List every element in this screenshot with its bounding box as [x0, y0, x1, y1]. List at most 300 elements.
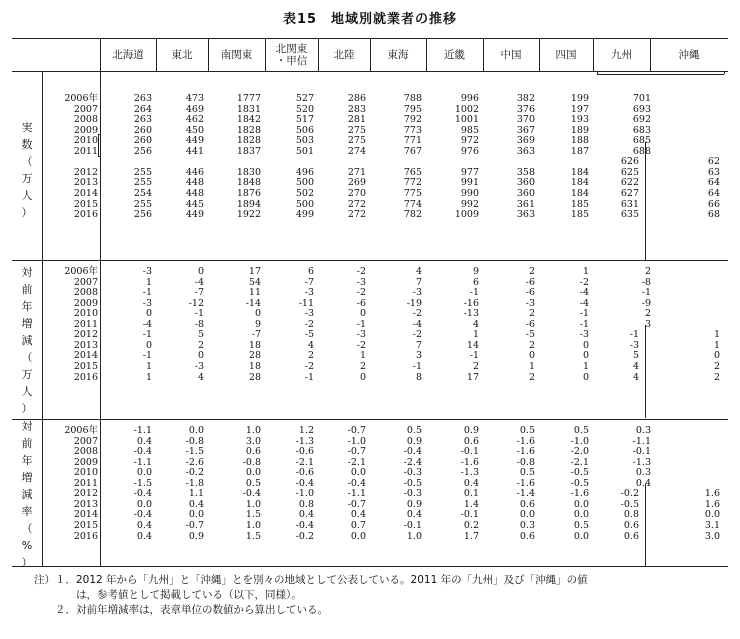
- value-cell: 0.0: [350, 530, 366, 542]
- value-cell: 260: [133, 135, 152, 147]
- section-label-char: 対: [21, 266, 33, 279]
- year-cell: 2016: [73, 530, 98, 542]
- value-cell: 254: [133, 187, 152, 199]
- reference-brace: [98, 134, 99, 156]
- year-cell: 2012: [73, 329, 98, 341]
- kyushu-cell: 0.3: [635, 467, 651, 479]
- value-cell: 4: [415, 266, 422, 277]
- value-cell: 0.5: [406, 425, 422, 436]
- value-cell: 0.6: [463, 435, 479, 447]
- kyushu-cell: 2: [644, 308, 651, 320]
- value-cell: 0.1: [463, 488, 479, 500]
- okinawa-cell: 2: [713, 371, 720, 383]
- value-cell: 360: [516, 187, 535, 199]
- kyushu-cell: 627: [620, 187, 639, 199]
- value-cell: 0.9: [188, 530, 204, 542]
- value-cell: 0.0: [245, 467, 261, 479]
- kyushu-cell: 3: [644, 318, 651, 330]
- section-label-char: 対: [21, 419, 33, 433]
- year-cell: 2015: [73, 198, 98, 210]
- value-cell: 0.4: [463, 477, 479, 489]
- value-cell: 4: [307, 339, 314, 351]
- value-cell: 0: [197, 266, 204, 277]
- value-cell: 0.7: [350, 519, 366, 531]
- column-header: 南関東: [220, 48, 253, 61]
- value-cell: -0.3: [403, 488, 422, 500]
- kyushu-cell: 688: [632, 145, 651, 157]
- year-cell: 2014: [73, 350, 98, 362]
- value-cell: 0: [359, 371, 366, 383]
- value-cell: -4: [142, 318, 152, 330]
- value-cell: 0: [197, 350, 204, 362]
- value-cell: -1: [194, 308, 204, 320]
- value-cell: -3: [142, 266, 152, 277]
- year-cell: 2010: [73, 135, 98, 147]
- year-cell: 2011: [73, 318, 98, 330]
- value-cell: 9: [254, 318, 261, 330]
- value-cell: 0: [145, 308, 152, 320]
- value-cell: 0.5: [573, 519, 589, 531]
- value-cell: 269: [347, 177, 366, 189]
- value-cell: 272: [347, 209, 366, 221]
- value-cell: 441: [185, 145, 204, 157]
- value-cell: 1876: [236, 187, 261, 199]
- value-cell: -0.6: [295, 467, 314, 479]
- value-cell: -2.1: [295, 456, 314, 468]
- kyushu-cell: 683: [632, 124, 651, 136]
- year-cell: 2008: [73, 446, 98, 458]
- kyushu-cell: -0.2: [620, 488, 639, 500]
- value-cell: 1: [582, 360, 589, 372]
- value-cell: -0.2: [185, 467, 204, 479]
- year-cell: 2015: [73, 360, 98, 372]
- value-cell: 4: [472, 318, 479, 330]
- value-cell: 448: [185, 177, 204, 189]
- value-cell: 6: [307, 266, 314, 277]
- kyushu-cell: 4: [632, 360, 639, 372]
- value-cell: -3: [412, 287, 422, 299]
- year-cell: 2006年: [64, 93, 98, 104]
- value-cell: -1.6: [460, 456, 479, 468]
- value-cell: 2: [528, 339, 535, 351]
- value-cell: 473: [185, 93, 204, 104]
- okinawa-cell: 68: [707, 209, 720, 221]
- value-cell: -1.6: [516, 435, 535, 447]
- value-cell: 1.0: [406, 530, 422, 542]
- section-label-char: （: [21, 521, 33, 535]
- year-cell: 2014: [73, 187, 98, 199]
- value-cell: 520: [295, 103, 314, 115]
- kyushu-cell: 631: [620, 198, 639, 210]
- value-cell: 1828: [236, 124, 261, 136]
- table-title: 表15 地域別就業者の推移: [282, 12, 458, 27]
- value-cell: -6: [525, 318, 535, 330]
- value-cell: 382: [516, 93, 535, 104]
- value-cell: 199: [570, 93, 589, 104]
- value-cell: 193: [570, 114, 589, 126]
- value-cell: 1: [145, 276, 152, 288]
- value-cell: 500: [295, 177, 314, 189]
- value-cell: 263: [133, 93, 152, 104]
- okinawa-cell: 3.1: [704, 519, 720, 531]
- value-cell: -0.5: [570, 477, 589, 489]
- value-cell: 256: [133, 209, 152, 221]
- value-cell: 184: [570, 187, 589, 199]
- kyushu-cell: 625: [620, 166, 639, 178]
- value-cell: 0.6: [519, 498, 535, 510]
- value-cell: 0.0: [136, 467, 152, 479]
- value-cell: 2: [197, 339, 204, 351]
- column-header: 沖縄: [678, 48, 700, 61]
- kyushu-cell: 692: [632, 114, 651, 126]
- kyushu-cell: -1: [629, 329, 639, 341]
- value-cell: 0.4: [298, 509, 314, 521]
- okinawa-cell: 1.6: [704, 488, 720, 500]
- okinawa-cell: 3.0: [704, 530, 720, 542]
- value-cell: 0.0: [573, 509, 589, 521]
- value-cell: 771: [403, 135, 422, 147]
- value-cell: 17: [248, 266, 261, 277]
- value-cell: -2: [356, 339, 366, 351]
- value-cell: 184: [570, 177, 589, 189]
- value-cell: 6: [472, 276, 479, 288]
- kyushu-cell: -8: [641, 276, 651, 288]
- value-cell: 286: [347, 93, 366, 104]
- footnote-line: は，参考値として掲載している（以下，同様）。: [34, 589, 302, 601]
- kyushu-cell: 626: [620, 156, 639, 168]
- value-cell: 501: [295, 145, 314, 157]
- value-cell: 283: [347, 103, 366, 115]
- value-cell: -14: [245, 297, 261, 309]
- table-row: [12, 94, 728, 105]
- value-cell: 0.0: [573, 498, 589, 510]
- column-header: 北関東 ・甲信: [275, 42, 308, 67]
- value-cell: 0.5: [519, 425, 535, 436]
- year-cell: 2007: [73, 435, 98, 447]
- value-cell: 527: [295, 93, 314, 104]
- value-cell: 361: [516, 198, 535, 210]
- table-row: [12, 468, 728, 479]
- kyushu-cell: 0.6: [623, 519, 639, 531]
- value-cell: -0.5: [403, 477, 422, 489]
- value-cell: 0.0: [188, 509, 204, 521]
- year-cell: 2007: [73, 103, 98, 115]
- table-row: [12, 320, 728, 331]
- reference-brace-bottom: [98, 156, 101, 157]
- value-cell: -0.2: [295, 530, 314, 542]
- value-cell: -12: [188, 297, 204, 309]
- section-label-char: 年: [21, 300, 33, 313]
- table-row: [12, 189, 728, 200]
- value-cell: 449: [185, 135, 204, 147]
- year-cell: 2013: [73, 177, 98, 189]
- value-cell: -2.1: [347, 456, 366, 468]
- okinawa-cell: 63: [707, 166, 720, 178]
- value-cell: 1.0: [245, 425, 261, 436]
- value-cell: -3: [304, 308, 314, 320]
- value-cell: -6: [525, 276, 535, 288]
- value-cell: -1.0: [295, 488, 314, 500]
- value-cell: -3: [356, 276, 366, 288]
- value-cell: 272: [347, 198, 366, 210]
- value-cell: 0.4: [136, 519, 152, 531]
- value-cell: 18: [248, 339, 261, 351]
- section-label-char: 人: [21, 385, 33, 398]
- year-cell: 2013: [73, 498, 98, 510]
- year-cell: 2013: [73, 339, 98, 351]
- table-row: [12, 521, 728, 532]
- value-cell: 774: [403, 198, 422, 210]
- kyushu-cell: 0.8: [623, 509, 639, 521]
- value-cell: 1848: [236, 177, 261, 189]
- value-cell: 2: [528, 308, 535, 320]
- year-cell: 2011: [73, 145, 98, 157]
- value-cell: 370: [516, 114, 535, 126]
- value-cell: 2: [528, 371, 535, 383]
- kyushu-cell: 693: [632, 103, 651, 115]
- value-cell: 28: [248, 350, 261, 362]
- value-cell: 462: [185, 114, 204, 126]
- value-cell: 976: [460, 145, 479, 157]
- value-cell: -1: [579, 308, 589, 320]
- value-cell: 0.0: [573, 530, 589, 542]
- kyushu-okinawa-divider: [645, 325, 646, 418]
- value-cell: -2: [579, 276, 589, 288]
- value-cell: 263: [133, 114, 152, 126]
- value-cell: 0.2: [463, 519, 479, 531]
- value-cell: -0.1: [403, 519, 422, 531]
- table-row: [12, 532, 728, 543]
- value-cell: 275: [347, 135, 366, 147]
- table-row: [12, 278, 728, 289]
- value-cell: 446: [185, 166, 204, 178]
- value-cell: -1: [142, 350, 152, 362]
- value-cell: -1.6: [516, 477, 535, 489]
- value-cell: 1: [472, 329, 479, 341]
- table-row: [12, 115, 728, 126]
- value-cell: -0.4: [133, 446, 152, 458]
- section-label-char: 実: [21, 121, 33, 134]
- value-cell: 449: [185, 209, 204, 221]
- value-cell: -0.6: [295, 446, 314, 458]
- value-cell: 0: [582, 339, 589, 351]
- value-cell: 367: [516, 124, 535, 136]
- value-cell: -1.3: [295, 435, 314, 447]
- value-cell: 187: [570, 145, 589, 157]
- value-cell: 0.9: [406, 435, 422, 447]
- value-cell: -1: [412, 360, 422, 372]
- section-label-char: 年: [21, 453, 33, 467]
- okinawa-cell: 1: [713, 339, 720, 351]
- section-label-char: 数: [21, 138, 33, 151]
- value-cell: 0: [582, 350, 589, 362]
- footnotes: [34, 573, 734, 618]
- value-cell: -11: [298, 297, 314, 309]
- value-cell: -7: [304, 276, 314, 288]
- value-cell: -1: [142, 287, 152, 299]
- year-cell: 2006年: [64, 425, 98, 436]
- value-cell: 773: [403, 124, 422, 136]
- year-cell: 2010: [73, 308, 98, 320]
- value-cell: 369: [516, 135, 535, 147]
- value-cell: 0.5: [573, 425, 589, 436]
- value-cell: 188: [570, 135, 589, 147]
- value-cell: 376: [516, 103, 535, 115]
- value-cell: 1831: [236, 103, 261, 115]
- value-cell: -16: [463, 297, 479, 309]
- value-cell: -0.4: [403, 446, 422, 458]
- kyushu-cell: -0.5: [620, 498, 639, 510]
- value-cell: 985: [460, 124, 479, 136]
- value-cell: 255: [133, 166, 152, 178]
- okinawa-cell: 1.6: [704, 498, 720, 510]
- value-cell: 3.0: [245, 435, 261, 447]
- value-cell: -3: [194, 360, 204, 372]
- value-cell: 0: [254, 308, 261, 320]
- value-cell: -1: [579, 318, 589, 330]
- year-cell: 2009: [73, 297, 98, 309]
- value-cell: -1.1: [347, 488, 366, 500]
- value-cell: 1894: [236, 198, 261, 210]
- value-cell: 782: [403, 209, 422, 221]
- kyushu-cell: 0.3: [635, 425, 651, 436]
- value-cell: 0.4: [406, 509, 422, 521]
- value-cell: 360: [516, 177, 535, 189]
- section-label-char: ）: [21, 206, 33, 219]
- value-cell: 1842: [236, 114, 261, 126]
- kyushu-bracket-left: [597, 71, 598, 74]
- value-cell: 0.5: [519, 467, 535, 479]
- section-label-char: 万: [21, 172, 33, 185]
- kyushu-cell: -1: [641, 287, 651, 299]
- table-row: [12, 341, 728, 352]
- value-cell: -2: [412, 308, 422, 320]
- table-row: [12, 126, 728, 137]
- value-cell: 517: [295, 114, 314, 126]
- value-cell: -2: [304, 318, 314, 330]
- value-cell: 0.4: [136, 435, 152, 447]
- value-cell: -3: [525, 297, 535, 309]
- table-row: [12, 267, 728, 278]
- kyushu-bracket: [597, 74, 724, 75]
- kyushu-okinawa-divider: [645, 142, 646, 260]
- value-cell: 185: [570, 209, 589, 221]
- year-cell: 2014: [73, 509, 98, 521]
- value-cell: 270: [347, 187, 366, 199]
- value-cell: 0: [528, 350, 535, 362]
- value-cell: 1777: [236, 93, 261, 104]
- year-cell: 2016: [73, 371, 98, 383]
- value-cell: -0.4: [295, 477, 314, 489]
- okinawa-cell: 62: [707, 156, 720, 168]
- year-cell: 2008: [73, 287, 98, 299]
- value-cell: -0.4: [133, 509, 152, 521]
- table-row: [12, 426, 728, 437]
- value-cell: 54: [248, 276, 261, 288]
- value-cell: 496: [295, 166, 314, 178]
- value-cell: 197: [570, 103, 589, 115]
- value-cell: 506: [295, 124, 314, 136]
- year-cell: 2009: [73, 124, 98, 136]
- year-cell: 2012: [73, 488, 98, 500]
- value-cell: 0.6: [519, 530, 535, 542]
- value-cell: -1: [142, 329, 152, 341]
- okinawa-cell: 64: [707, 187, 720, 199]
- value-cell: 264: [133, 103, 152, 115]
- value-cell: 499: [295, 209, 314, 221]
- value-cell: -0.1: [460, 446, 479, 458]
- value-cell: 0: [145, 339, 152, 351]
- value-cell: -1: [356, 318, 366, 330]
- value-cell: 502: [295, 187, 314, 199]
- section-divider: [12, 260, 728, 261]
- value-cell: 972: [460, 135, 479, 147]
- value-cell: -2.4: [403, 456, 422, 468]
- value-cell: -5: [525, 329, 535, 341]
- value-cell: 996: [460, 93, 479, 104]
- value-cell: 0.6: [245, 446, 261, 458]
- value-cell: 1009: [454, 209, 479, 221]
- section-label-char: （: [21, 155, 33, 168]
- footnote-line: 注）１．2012 年から「九州」と「沖縄」とを別々の地域として公表している。2011 年の「九州」及び「沖縄」の値: [34, 574, 588, 586]
- section-divider: [12, 419, 728, 420]
- value-cell: 7: [415, 339, 422, 351]
- okinawa-cell: 2: [713, 360, 720, 372]
- okinawa-cell: 64: [707, 177, 720, 189]
- value-cell: -3: [142, 297, 152, 309]
- value-cell: -0.7: [347, 446, 366, 458]
- value-cell: 1: [582, 266, 589, 277]
- kyushu-cell: 0.4: [635, 477, 651, 489]
- value-cell: -1.0: [570, 435, 589, 447]
- value-cell: -5: [304, 329, 314, 341]
- value-cell: -8: [194, 318, 204, 330]
- section-label-char: （: [21, 351, 33, 364]
- column-header: 近畿: [444, 48, 465, 61]
- value-cell: 185: [570, 198, 589, 210]
- section-label-char: ）: [21, 402, 33, 415]
- value-cell: -0.4: [242, 488, 261, 500]
- value-cell: 0.0: [350, 467, 366, 479]
- value-cell: 189: [570, 124, 589, 136]
- reference-brace-top: [98, 134, 101, 135]
- okinawa-cell: 0.0: [704, 509, 720, 521]
- table-row: [12, 437, 728, 448]
- year-cell: 2012: [73, 166, 98, 178]
- value-cell: 775: [403, 187, 422, 199]
- year-divider: [100, 71, 101, 566]
- value-cell: 0.0: [519, 509, 535, 521]
- value-cell: 184: [570, 166, 589, 178]
- value-cell: 1001: [454, 114, 479, 126]
- value-cell: 0.3: [519, 519, 535, 531]
- section-label-char: 万: [21, 368, 33, 381]
- value-cell: 2: [528, 266, 535, 277]
- value-cell: -0.8: [185, 435, 204, 447]
- value-cell: -4: [194, 276, 204, 288]
- value-cell: 1.4: [463, 498, 479, 510]
- value-cell: 256: [133, 145, 152, 157]
- value-cell: -7: [251, 329, 261, 341]
- value-cell: 469: [185, 103, 204, 115]
- year-cell: 2006年: [64, 266, 98, 277]
- section-label-char: %: [21, 538, 33, 552]
- value-cell: 500: [295, 198, 314, 210]
- kyushu-okinawa-divider: [645, 484, 646, 566]
- value-cell: 448: [185, 187, 204, 199]
- table-row: [12, 362, 728, 373]
- value-cell: 4: [197, 371, 204, 383]
